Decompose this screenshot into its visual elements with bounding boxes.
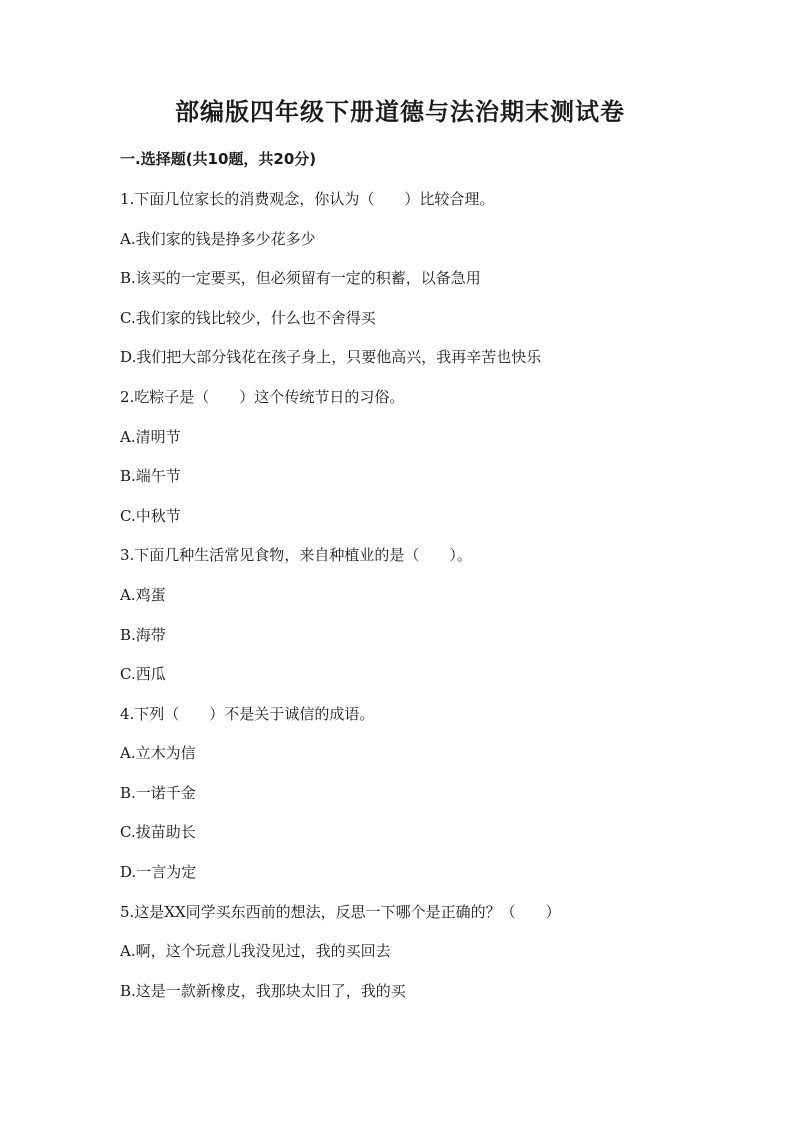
question-4-option-b: B.一诺千金 xyxy=(120,784,196,802)
question-4-stem: 4.下列（ ）不是关于诚信的成语。 xyxy=(120,705,375,723)
question-1-stem: 1.下面几位家长的消费观念，你认为（ ）比较合理。 xyxy=(120,190,495,208)
question-3-option-c: C.西瓜 xyxy=(120,665,166,683)
question-4-option-c: C.拔苗助长 xyxy=(120,823,196,841)
question-3-stem: 3.下面几种生活常见食物，来自种植业的是（ ）。 xyxy=(120,546,472,564)
question-5-option-b: B.这是一款新橡皮，我那块太旧了，我的买 xyxy=(120,982,406,1000)
question-3-option-a: A.鸡蛋 xyxy=(120,586,166,604)
question-5-option-a: A.啊，这个玩意儿我没见过，我的买回去 xyxy=(120,942,391,960)
section-heading: 一.选择题(共10题，共20分) xyxy=(120,150,317,168)
question-2-option-c: C.中秋节 xyxy=(120,507,181,525)
question-5-stem: 5.这是XX同学买东西前的想法，反思一下哪个是正确的？（ ） xyxy=(120,903,561,921)
question-1-option-d: D.我们把大部分钱花在孩子身上，只要他高兴，我再辛苦也快乐 xyxy=(120,348,542,366)
question-2-option-a: A.清明节 xyxy=(120,428,181,446)
question-3-option-b: B.海带 xyxy=(120,626,166,644)
question-4-option-a: A.立木为信 xyxy=(120,744,196,762)
page-title: 部编版四年级下册道德与法治期末测试卷 xyxy=(175,98,625,126)
question-2-option-b: B.端午节 xyxy=(120,467,181,485)
question-1-option-a: A.我们家的钱是挣多少花多少 xyxy=(120,230,316,248)
question-1-option-c: C.我们家的钱比较少，什么也不舍得买 xyxy=(120,309,376,327)
question-1-option-b: B.该买的一定要买，但必须留有一定的积蓄，以备急用 xyxy=(120,269,481,287)
question-4-option-d: D.一言为定 xyxy=(120,863,197,881)
question-2-stem: 2.吃粽子是（ ）这个传统节日的习俗。 xyxy=(120,388,405,406)
